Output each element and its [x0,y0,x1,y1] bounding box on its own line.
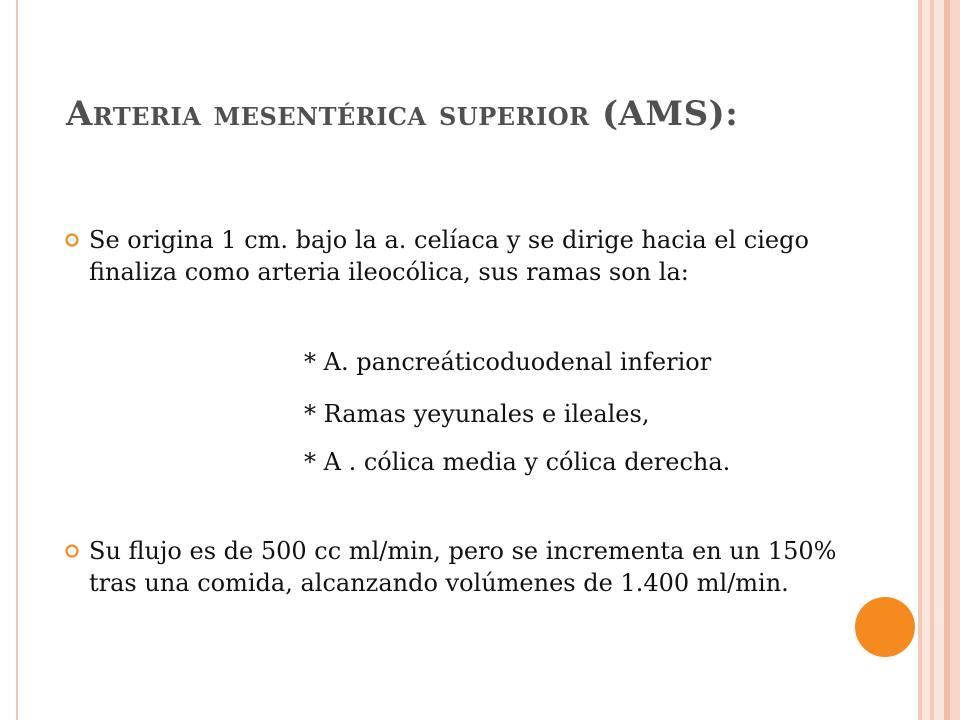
slide-title [66,94,866,134]
bullet-text: Se origina 1 cm. bajo la a. celíaca y se dirige hacia el ciego finaliza como arteria ileocólica, sus ramas son la: [89,226,809,286]
bullet-text: Su flujo es de 500 cc ml/min, pero se incrementa en un 150% tras una comida, alcanzando volúmenes de 1.400 ml/min. [89,537,837,597]
branch-item: * A . cólica media y cólica derecha. [304,448,731,476]
orange-circle-decoration [855,597,915,657]
hollow-circle-icon [64,543,80,559]
right-decor-stripe [922,0,930,720]
branch-item: * Ramas yeyunales e ileales, [304,400,650,428]
bullet-item-origin [64,224,854,288]
slide-title-suffix: (AMS): [589,94,739,134]
hollow-circle-icon [64,232,80,248]
branch-item: * A. pancreáticoduodenal inferior [304,348,712,376]
bullet-item-flow [64,535,854,599]
right-decor-stripe [950,0,960,720]
right-decor-stripe [934,0,944,720]
left-border-rule [16,0,18,720]
slide-title-main: Arteria mesentérica superior [66,94,590,134]
